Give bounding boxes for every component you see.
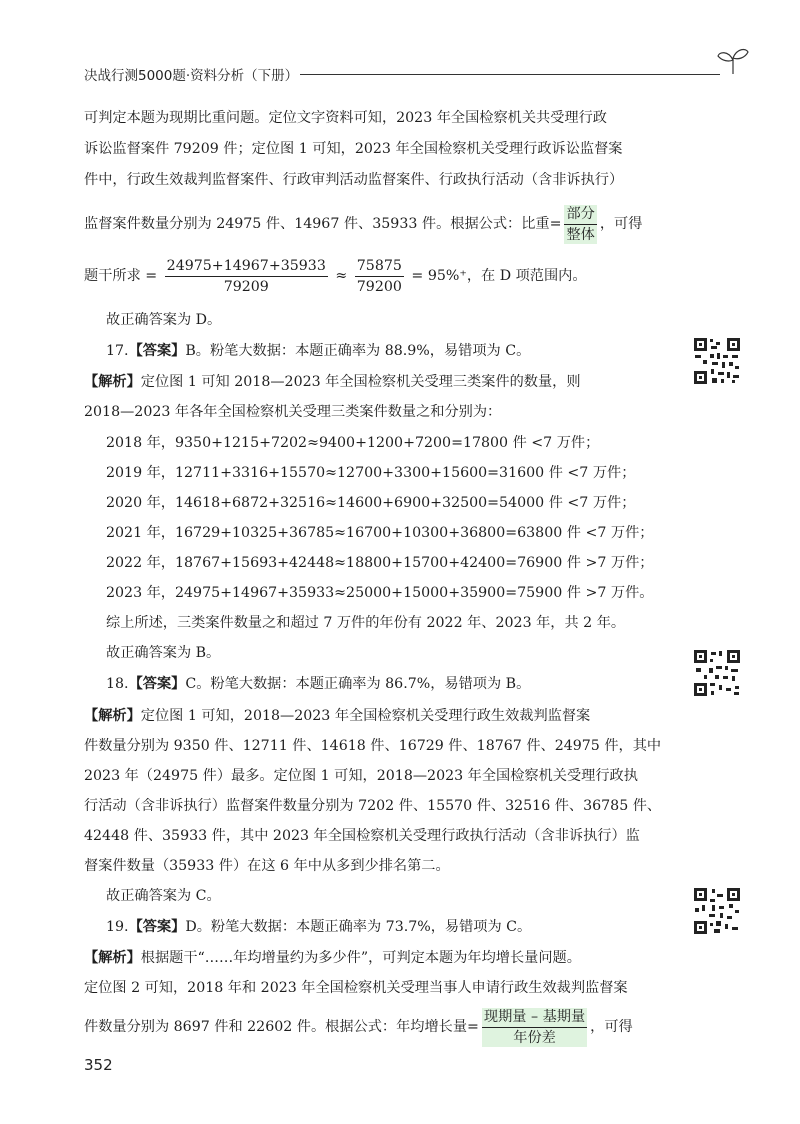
text-line: 42448 件、35933 件，其中 2023 年全国检察机关受理行政执行活动（含非诉执行）监 — [84, 828, 640, 844]
q18-answer-line: 18.【答案】C。粉笔大数据：本题正确率为 86.7%，易错项为 B。 — [106, 676, 531, 692]
q19-answer-line: 19.【答案】D。粉笔大数据：本题正确率为 73.7%，易错项为 C。 — [106, 919, 532, 935]
header-rule — [300, 74, 720, 75]
calc-row: 2021 年，16729+10325+36785≈16700+10300+36800=63800 件 <7 万件； — [106, 525, 654, 541]
calc-row: 2019 年，12711+3316+15570≈12700+3300+15600=31600 件 <7 万件； — [106, 465, 636, 481]
calc-row: 2023 年，24975+14967+35933≈25000+15000+35900=75900 件 >7 万件。 — [106, 585, 654, 601]
text-line: 可判定本题为现期比重问题。定位文字资料可知，2023 年全国检察机关共受理行政 — [84, 110, 607, 126]
fraction-part-whole: $\frac{\text{部分}}{\text{整体}}$ — [566, 205, 595, 243]
text-line: 件中，行政生效裁判监督案件、行政审判活动监督案件、行政执行活动（含非诉执行） — [84, 172, 624, 188]
text-line: 行活动（含非诉执行）监督案件数量分别为 7202 件、15570 件、32516 件、36785 件、 — [84, 798, 662, 814]
page-number: 352 — [84, 1056, 113, 1074]
q17-analysis-line: 【解析】定位图 1 可知 2018—2023 年全国检察机关受理三类案件的数量，则 — [84, 374, 581, 390]
text-line: 件数量分别为 9350 件、12711 件、14618 件、16729 件、18767 件、24975 件，其中 — [84, 738, 662, 754]
q18-analysis-line: 【解析】定位图 1 可知，2018—2023 年全国检察机关受理行政生效裁判监督案 — [84, 708, 591, 724]
fraction-annual-growth: $\frac{\text{现期量 – 基期量}}{\text{年份差}}$ — [483, 1008, 586, 1046]
answer-conclusion: 故正确答案为 B。 — [106, 645, 221, 661]
calc-line: 题干所求 = $\frac{24975+14967+35933}{79209}$ ≈ $\frac{75875}{79200}$ = 95%⁺，在 D 项范围内。 — [84, 257, 587, 295]
q19-analysis-line: 【解析】根据题干“……年均增量约为多少件”，可判定本题为年均增长量问题。 — [84, 950, 581, 966]
fraction-sum: $\frac{24975+14967+35933}{79209}$ — [166, 257, 326, 295]
text-line: 诉讼监督案件 79209 件；定位图 1 可知，2023 年全国检察机关受理行政诉讼监督案 — [84, 141, 623, 157]
running-header: 决战行测5000题·资料分析（下册） — [84, 68, 299, 84]
qr-code-icon[interactable] — [692, 336, 742, 386]
calc-row: 2018 年，9350+1215+7202≈9400+1200+7200=17800 件 <7 万件； — [106, 435, 600, 451]
text-line: 督案件数量（35933 件）在这 6 年中从多到少排名第二。 — [84, 858, 450, 874]
formula-line: 件数量分别为 8697 件和 22602 件。根据公式：年均增长量= $\frac{\text{现期量 – 基期量}}{\text{年份差}}$ ，可得 — [84, 1008, 633, 1046]
text-line: 2023 年（24975 件）最多。定位图 1 可知，2018—2023 年全国检察机关受理行政执 — [84, 768, 638, 784]
formula-line: 监督案件数量分别为 24975 件、14967 件、35933 件。根据公式：比重= $\frac{\text{部分}}{\text{整体}}$ ，可得 — [84, 205, 643, 243]
calc-row: 2022 年，18767+15693+42448≈18800+15700+42400=76900 件 >7 万件； — [106, 555, 654, 571]
qr-code-icon[interactable] — [692, 648, 742, 698]
sprout-icon — [716, 44, 750, 76]
qr-code-icon[interactable] — [692, 886, 742, 936]
text-line: 2018—2023 年各年全国检察机关受理三类案件数量之和分别为： — [84, 404, 502, 420]
summary-line: 综上所述，三类案件数量之和超过 7 万件的年份有 2022 年、2023 年，共 2 年。 — [106, 615, 626, 631]
text-line: 定位图 2 可知，2018 年和 2023 年全国检察机关受理当事人申请行政生效裁判监督案 — [84, 980, 628, 996]
answer-conclusion: 故正确答案为 D。 — [106, 312, 222, 328]
answer-conclusion: 故正确答案为 C。 — [106, 888, 221, 904]
fraction-approx: $\frac{75875}{79200}$ — [356, 257, 402, 295]
q17-answer-line: 17.【答案】B。粉笔大数据：本题正确率为 88.9%，易错项为 C。 — [106, 343, 531, 359]
calc-row: 2020 年，14618+6872+32516≈14600+6900+32500=54000 件 <7 万件； — [106, 495, 636, 511]
